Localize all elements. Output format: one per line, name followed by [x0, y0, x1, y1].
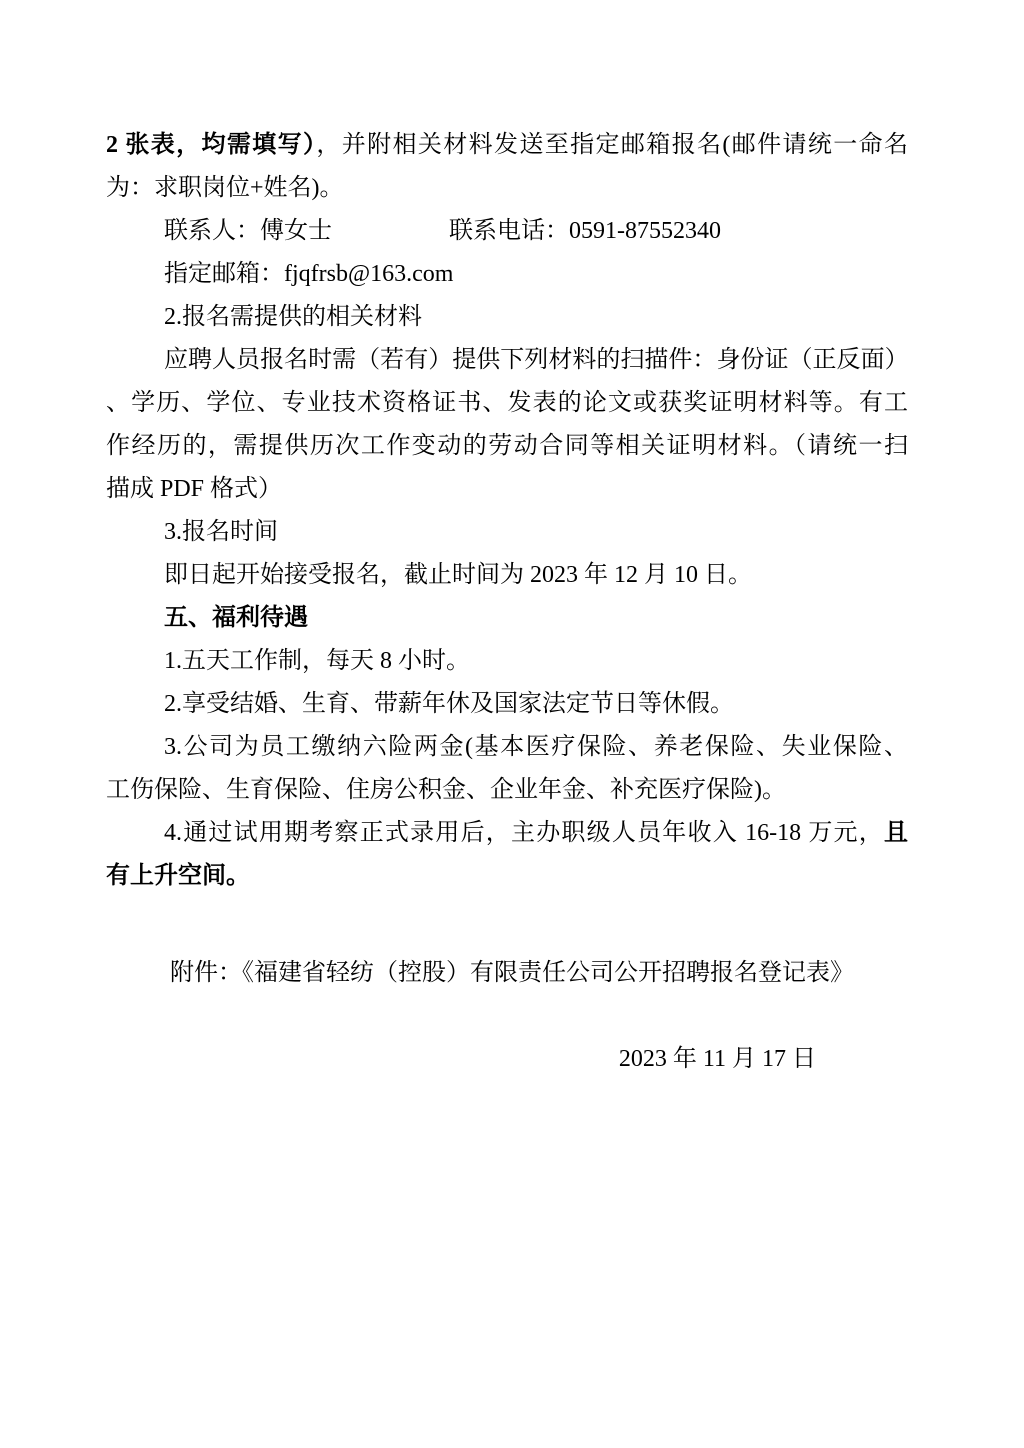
- line-heading-materials: 2.报名需提供的相关材料: [164, 304, 422, 330]
- line-benefit-leave: 2.享受结婚、生育、带薪年休及国家法定节日等休假。: [164, 691, 734, 717]
- line-email-naming-rule: 为：求职岗位+姓名)。: [106, 175, 344, 201]
- line-attachment: 附件：《福建省轻纺（控股）有限责任公司公开招聘报名登记表》: [170, 960, 854, 986]
- line-benefit-insurance-2: 工伤保险、生育保险、住房公积金、企业年金、补充医疗保险)。: [106, 777, 786, 803]
- line-heading-deadline: 3.报名时间: [164, 519, 278, 545]
- line-materials-3: 作经历的，需提供历次工作变动的劳动合同等相关证明材料。（请统一扫: [106, 433, 908, 459]
- salary-text: 4.通过试用期考察正式录用后，主办职级人员年收入 16-18 万元，: [164, 820, 884, 846]
- line-designated-email: 指定邮箱：fjqfrsb@163.com: [164, 261, 454, 287]
- line-materials-1: 应聘人员报名时需（若有）提供下列材料的扫描件：身份证（正反面）: [164, 347, 908, 373]
- form-note-bold: 2 张表，均需填写）: [106, 132, 317, 158]
- line-form-instructions: [106, 124, 908, 167]
- line-heading-benefits: 五、福利待遇: [164, 605, 308, 631]
- line-benefit-salary: [106, 812, 908, 855]
- line-materials-2: 、学历、学位、专业技术资格证书、发表的论文或获奖证明材料等。有工: [106, 390, 908, 416]
- form-note-rest: ，并附相关材料发送至指定邮箱报名(邮件请统一命名: [316, 132, 908, 158]
- line-benefit-workweek: 1.五天工作制，每天 8 小时。: [164, 648, 470, 674]
- contact-person: 联系人：傅女士: [164, 218, 332, 244]
- blank-line: [106, 995, 908, 1038]
- line-benefit-growth: 有上升空间。: [106, 863, 250, 889]
- line-benefit-insurance-1: 3.公司为员工缴纳六险两金(基本医疗保险、养老保险、失业保险、: [164, 734, 908, 760]
- line-deadline: 即日起开始接受报名，截止时间为 2023 年 12 月 10 日。: [164, 562, 752, 588]
- line-contact: [106, 210, 908, 253]
- line-materials-4: 描成 PDF 格式）: [106, 476, 283, 502]
- line-date: 2023 年 11 月 17 日: [618, 1046, 816, 1072]
- contact-phone: 联系电话：0591-87552340: [449, 218, 721, 244]
- blank-line: [106, 898, 908, 952]
- document-body: [106, 124, 908, 1081]
- salary-text-bold: 且: [884, 820, 908, 846]
